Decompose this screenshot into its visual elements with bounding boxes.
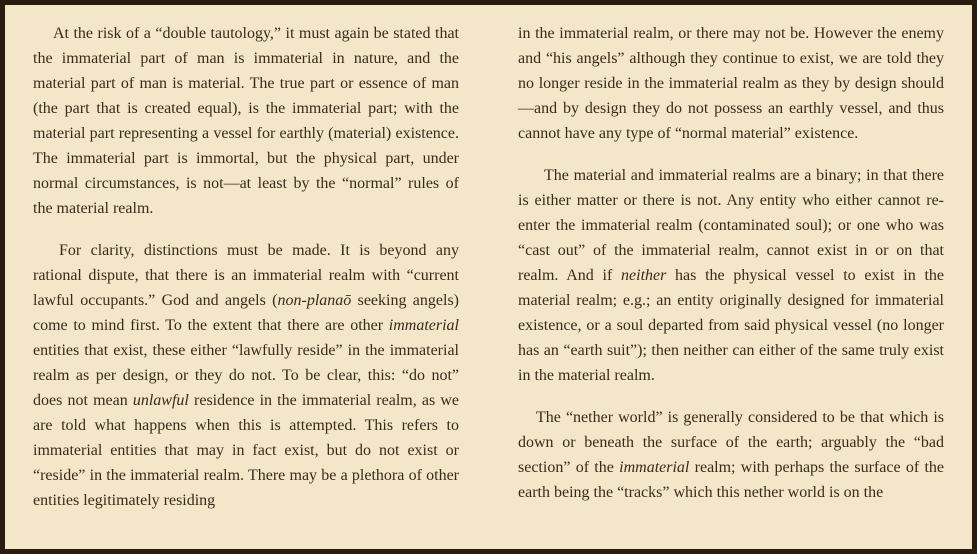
paragraph: [518, 163, 944, 388]
paragraph: [518, 405, 944, 505]
italic-text-segment: immaterial: [619, 459, 690, 476]
paragraph: [33, 21, 459, 221]
text-segment: The “nether world” is generally considered to be that which is down or beneath the surface of the earth; arguably the “bad section” of the: [518, 409, 944, 476]
italic-text-segment: non-planaō: [277, 292, 352, 309]
text-segment: seeking angels) come to mind first. To the extent that there are other: [33, 292, 460, 334]
paragraph: [33, 238, 459, 513]
text-segment: entities that exist, these either “lawfully reside” in the immaterial realm as per design, or they do not. To be clear, this: “do not” does not mean: [33, 342, 459, 409]
text-segment: realm; with perhaps the surface of the earth being the “tracks” which this nether world is on the: [518, 459, 944, 501]
text-segment: residence in the immaterial realm, as we are told what happens when this is attempted. This refers to immaterial entities that may in fact exist, but do not exist or “reside” in the immaterial realm. There may be a plethora of other entities legitimately residing: [33, 392, 460, 509]
italic-text-segment: unlawful: [132, 392, 189, 409]
text-segment: At the risk of a “double tautology,” it must again be stated that the immaterial part of man is immaterial in nature, and the material part of man is material. The true part or essence of man (the part that is created equal), is the immaterial part; with the material part representing a vessel for earthly (material) existence. The immaterial part is immortal, but the physical part, under normal circumstances, is not—at least by the “normal” rules of the material realm.: [33, 25, 459, 217]
text-segment: For clarity, distinctions must be made. It is beyond any rational dispute, that there is an immaterial realm with “current lawful occupants.” God and angels (: [33, 242, 459, 309]
italic-text-segment: neither: [621, 267, 667, 284]
italic-text-segment: immaterial: [388, 317, 459, 334]
paragraph-continued: [518, 21, 944, 146]
right-text-column: [518, 5, 944, 505]
text-segment: The material and immaterial realms are a binary; in that there is either matter or there is not. Any entity who either cannot re-enter the immaterial realm (contaminated soul); or one who was “cast out” of the immaterial realm, cannot exist in or on that realm. And if: [518, 167, 944, 284]
text-segment: in the immaterial realm, or there may not be. However the enemy and “his angels” although they continue to exist, we are told they no longer reside in the immaterial realm as they by design should—and by design they do not possess an earthly vessel, and thus cannot have any type of “normal material” existence.: [518, 25, 944, 142]
text-segment: has the physical vessel to exist in the material realm; e.g.; an entity originally designed for immaterial existence, or a soul departed from said physical vessel (no longer has an “earth suit”); then neither can either of the same truly exist in the material realm.: [518, 267, 945, 384]
left-text-column: [33, 5, 459, 513]
reader-page: [5, 5, 972, 549]
